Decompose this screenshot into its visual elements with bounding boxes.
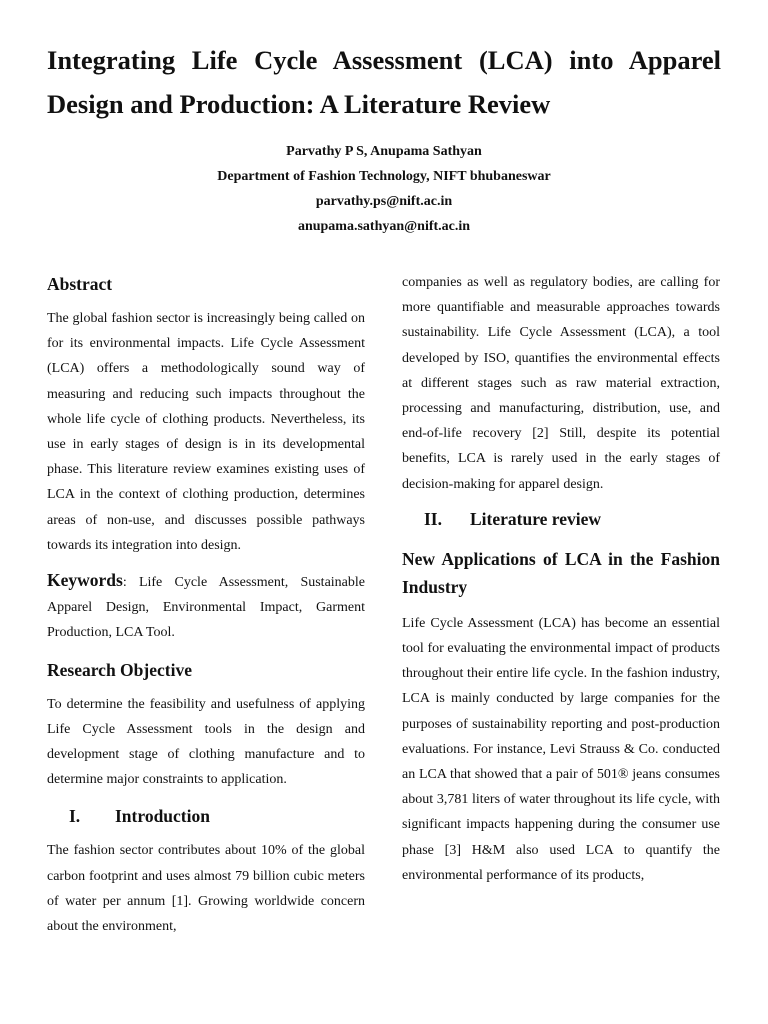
- literature-review-heading: [402, 505, 720, 533]
- introduction-continued-text: companies as well as regulatory bodies, are calling for more quantifiable and measurable approaches towards sustainability. Life Cycle Assessment (LCA), a tool developed by ISO, quantifies the environmental effects at different stages such as raw material extraction, processing and manufacturing, distribution, use, and end-of-life recovery [2] Still, despite its potential benefits, LCA is rarely used in the early stages of decision-making for apparel design.: [402, 275, 720, 492]
- abstract-text: The global fashion sector is increasingly being called on for its environmental impacts. Life Cycle Assessment (LCA) offers a methodologically sound way of measuring and reducing such impacts throughout the whole life cycle of clothing products. Nevertheless, its use in early stages of design is in its developmental phase. This literature review examines existing uses of LCA in the context of clothing production, determines areas of non-use, and discusses possible pathways towards its integration into design.: [47, 311, 365, 553]
- author-email-1[interactable]: parvathy.ps@nift.ac.in: [315, 194, 453, 209]
- introduction-text: The fashion sector contributes about 10% of the global carbon footprint and uses almost 79 billion cubic meters of water per annum [1]. Growing worldwide concern about the environment,: [47, 843, 365, 935]
- introduction-title: Introduction: [115, 806, 210, 827]
- author-block: [0, 139, 768, 239]
- author-department: Department of Fashion Technology, NIFT bhubaneswar: [217, 169, 551, 184]
- keywords-text: : Life Cycle Assessment, Sustainable Apparel Design, Environmental Impact, Garment Production, LCA Tool.: [47, 575, 365, 641]
- literature-review-text: Life Cycle Assessment (LCA) has become an essential tool for evaluating the environmental impact of products throughout their entire life cycle. In the fashion industry, LCA is mainly conducted by large companies for the purposes of sustainability reporting and post-production evaluations. For instance, Levi Strauss & Co. conducted an LCA that showed that a pair of 501® jeans consumes about 3,781 liters of water throughout its life cycle, with significant impacts happening during the consumer use phase [3] H&M also used LCA to quantify the environmental performance of its products,: [402, 615, 720, 883]
- literature-review-title: Literature review: [470, 508, 602, 529]
- literature-review-number: II.: [424, 508, 442, 529]
- abstract-heading: Abstract: [47, 274, 113, 294]
- paper-title: Integrating Life Cycle Assessment (LCA) into Apparel Design and Production: A Literature Review: [47, 45, 721, 119]
- keywords: [47, 568, 365, 646]
- lca-applications-subheading: New Applications of LCA in the Fashion Industry: [402, 548, 720, 597]
- keywords-label: Keywords: [47, 570, 123, 591]
- left-column: [47, 270, 365, 939]
- introduction-heading: [47, 802, 365, 830]
- author-names: Parvathy P S, Anupama Sathyan: [286, 144, 482, 159]
- author-email-2[interactable]: anupama.sathyan@nift.ac.in: [297, 219, 471, 234]
- research-objective-heading: Research Objective: [47, 659, 192, 680]
- right-column: [402, 270, 720, 888]
- research-objective-text: To determine the feasibility and usefulness of applying Life Cycle Assessment tools in the design and development stage of clothing manufacture and to determine major constraints to application.: [47, 696, 365, 788]
- introduction-number: I.: [69, 806, 81, 827]
